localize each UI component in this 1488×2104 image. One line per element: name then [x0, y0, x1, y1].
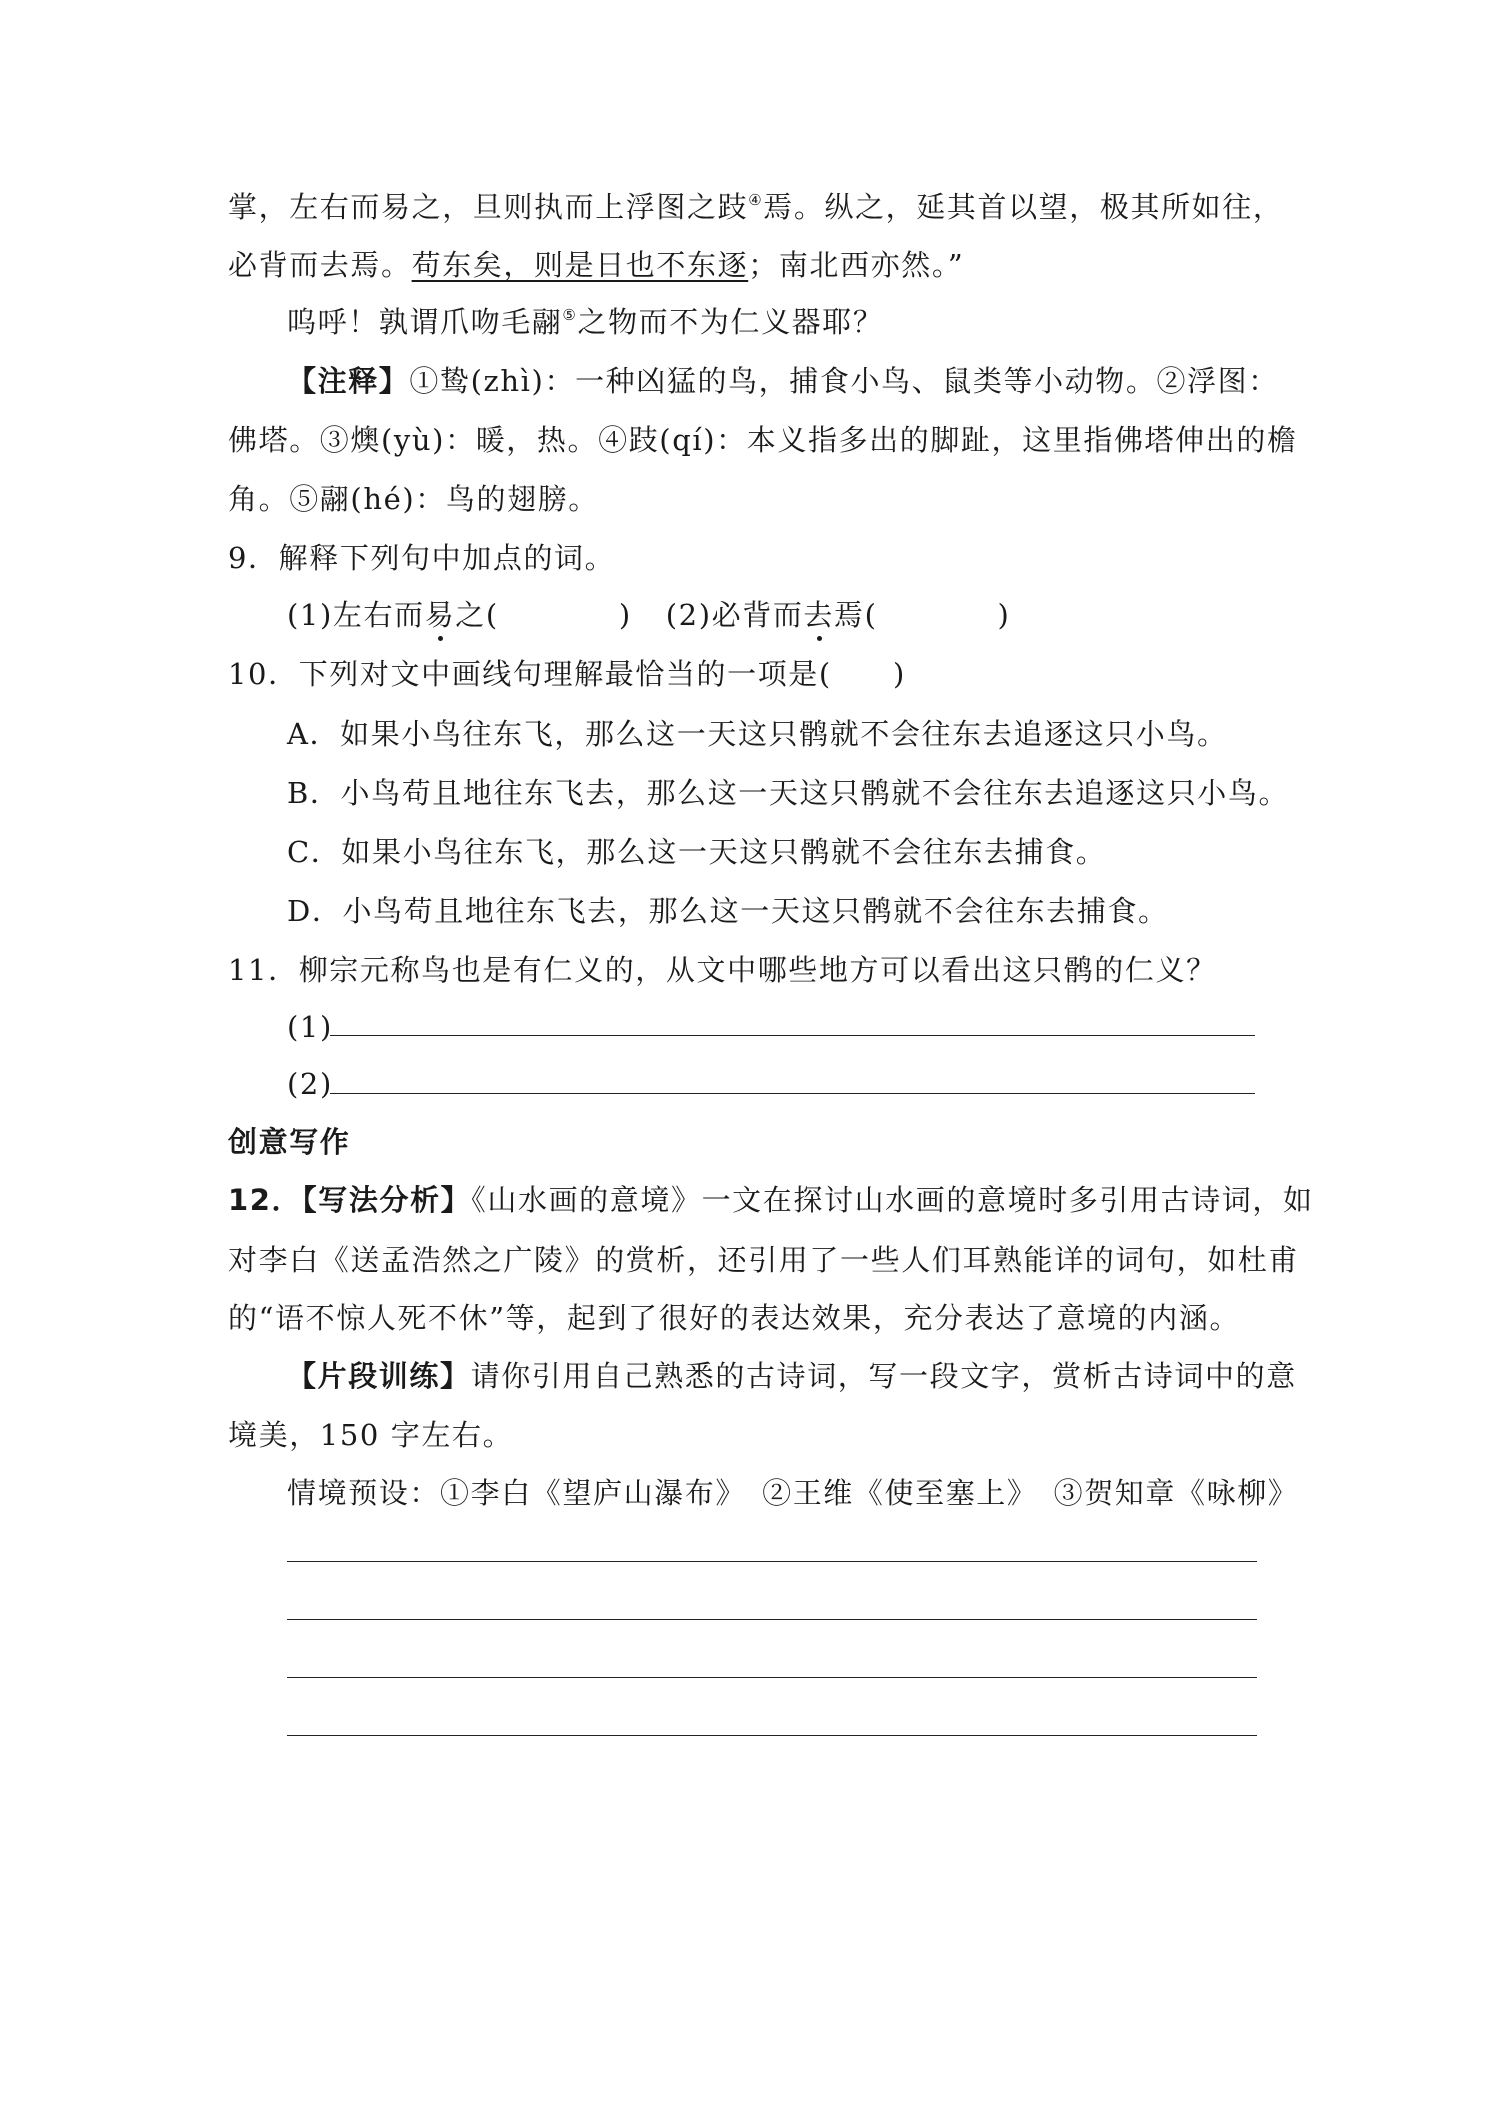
writing-line-1[interactable] — [287, 1561, 1257, 1562]
writing-line-2[interactable] — [287, 1619, 1257, 1620]
section-label: 【写法分析】 — [302, 1183, 472, 1217]
passage-text: 之物而不为仁义器耶？ — [577, 305, 884, 339]
answer-line-2[interactable] — [330, 1093, 1255, 1094]
question-number: 12． — [228, 1183, 303, 1217]
answer-line-1[interactable] — [330, 1035, 1255, 1036]
question-12-line-3 — [228, 1298, 1240, 1338]
question-9-stem — [228, 538, 615, 578]
passage-text: 必背而去焉。 — [228, 248, 412, 282]
notes-text: 角。⑤翮(hé)：鸟的翅膀。 — [228, 482, 599, 516]
passage-text: 呜呼！孰谓爪吻毛翮 — [287, 305, 563, 339]
question-text: 11．柳宗元称鸟也是有仁义的，从文中哪些地方可以看出这只鹘的仁义？ — [228, 953, 1217, 987]
passage-text: 焉。纵之，延其首以望，极其所如往， — [763, 190, 1284, 224]
section-label: 【片段训练】 — [287, 1359, 471, 1393]
item-text: (1)左右而 — [287, 598, 425, 632]
dotted-word: 去 — [803, 598, 835, 632]
answer-label-2 — [287, 1064, 333, 1104]
passage-line-2 — [228, 245, 964, 285]
footnote-mark: ④ — [748, 191, 764, 209]
notes-label: 【注释】 — [287, 364, 410, 398]
answer-label: (2) — [287, 1067, 333, 1101]
question-text: 境美，150 字左右。 — [228, 1418, 514, 1452]
option-text: A．如果小鸟往东飞，那么这一天这只鹘就不会往东去追逐这只小鸟。 — [287, 717, 1228, 751]
option-text: B．小鸟苟且地往东飞去，那么这一天这只鹘就不会往东去追逐这只小鸟。 — [287, 776, 1290, 810]
notes-text: 佛塔。③燠(yù)：暖，热。④跂(qí)：本义指多出的脚趾，这里指佛塔伸出的檐 — [228, 423, 1298, 457]
writing-line-4[interactable] — [287, 1735, 1257, 1736]
option-a[interactable] — [287, 714, 1228, 754]
question-text: 请你引用自己熟悉的古诗词，写一段文字，赏析古诗词中的意 — [470, 1359, 1297, 1393]
answer-label: (1) — [287, 1010, 333, 1044]
question-text: 的“语不惊人死不休”等，起到了很好的表达效果，充分表达了意境的内涵。 — [228, 1301, 1241, 1335]
passage-line-1 — [228, 187, 1283, 227]
passage-text: ；南北西亦然。” — [748, 248, 965, 282]
underlined-sentence: 苟东矣，则是日也不东逐 — [411, 248, 749, 282]
question-text: 《山水画的意境》一文在探讨山水画的意境时多引用古诗词，如 — [471, 1183, 1314, 1217]
section-title — [228, 1122, 350, 1162]
question-text: 9．解释下列句中加点的词。 — [228, 541, 616, 575]
item-text: (2)必背而 — [665, 598, 804, 632]
writing-line-3[interactable] — [287, 1677, 1257, 1678]
question-12-line-6 — [287, 1473, 1298, 1513]
passage-text: 掌，左右而易之，旦则执而上浮图之跂 — [228, 190, 749, 224]
item-text: ) — [997, 598, 1011, 632]
item-text: 焉( — [834, 598, 878, 632]
question-12-line-4 — [287, 1356, 1297, 1396]
option-c[interactable] — [287, 832, 1106, 872]
question-text: 对李白《送孟浩然之广陵》的赏析，还引用了一些人们耳熟能详的词句，如杜甫 — [228, 1243, 1300, 1277]
notes-line-1 — [287, 361, 1279, 401]
question-10-stem — [228, 654, 906, 694]
scenario-text: 情境预设：①李白《望庐山瀑布》 ②王维《使至塞上》 ③贺知章《咏柳》 — [287, 1476, 1299, 1510]
item-text: ) — [618, 598, 632, 632]
question-text: 10．下列对文中画线句理解最恰当的一项是( ) — [228, 657, 906, 691]
dotted-word: 易 — [424, 598, 456, 632]
question-11-stem — [228, 950, 1217, 990]
option-text: C．如果小鸟往东飞，那么这一天这只鹘就不会往东去捕食。 — [287, 835, 1107, 869]
option-b[interactable] — [287, 773, 1289, 813]
notes-line-3 — [228, 479, 599, 519]
notes-line-2 — [228, 420, 1298, 460]
option-d[interactable] — [287, 891, 1169, 931]
footnote-mark: ⑤ — [562, 306, 578, 324]
question-12-line-1 — [228, 1180, 1314, 1220]
option-text: D．小鸟苟且地往东飞去，那么这一天这只鹘就不会往东去捕食。 — [287, 894, 1169, 928]
section-title-text: 创意写作 — [228, 1125, 351, 1159]
item-text: 之( — [455, 598, 499, 632]
answer-label-1 — [287, 1007, 333, 1047]
question-12-line-2 — [228, 1240, 1299, 1280]
notes-text: ①鸷(zhì)：一种凶猛的鸟，捕食小鸟、鼠类等小动物。②浮图： — [409, 364, 1279, 398]
passage-line-3 — [287, 302, 883, 342]
question-12-line-5 — [228, 1415, 513, 1455]
question-9-items — [287, 595, 1010, 635]
